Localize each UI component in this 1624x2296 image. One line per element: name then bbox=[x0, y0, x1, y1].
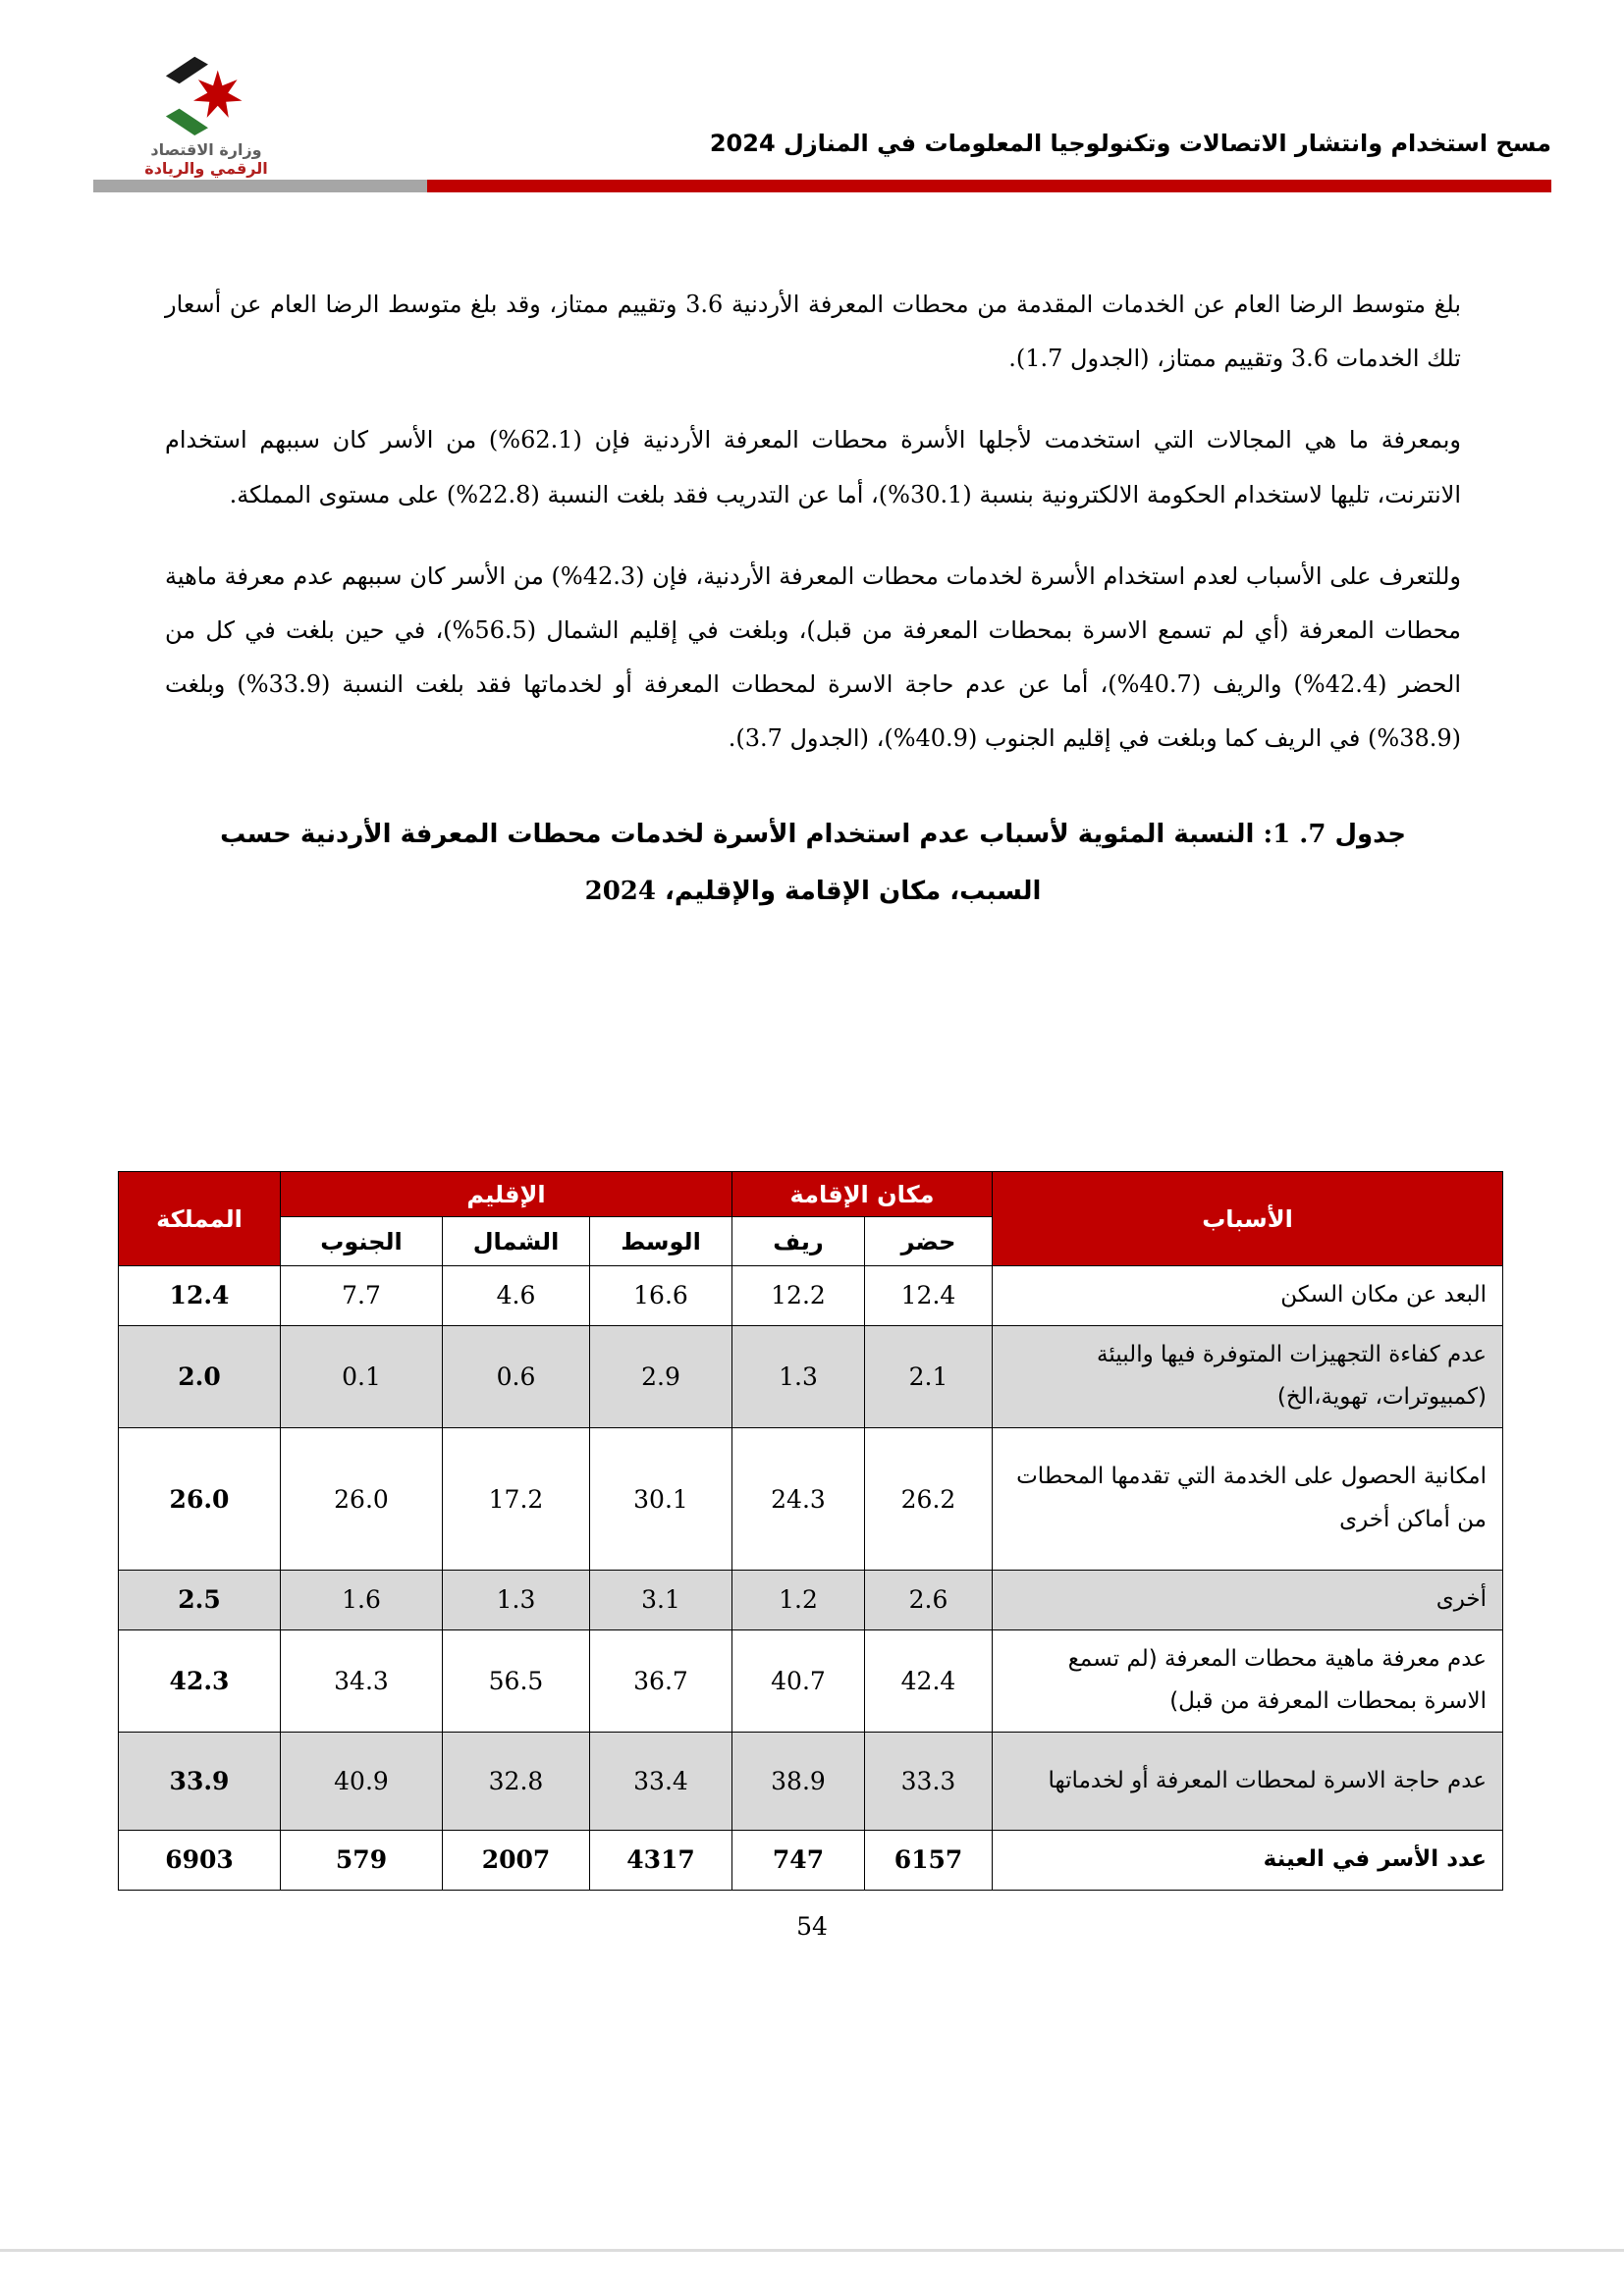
table-row bbox=[119, 1629, 1503, 1732]
reason-cell: البعد عن مكان السكن bbox=[993, 1266, 1503, 1326]
reason-cell: عدد الأسر في العينة bbox=[993, 1831, 1503, 1891]
value-cell-north: 4.6 bbox=[443, 1266, 590, 1326]
value-cell-urban: 2.6 bbox=[865, 1571, 993, 1630]
value-cell-kingdom: 42.3 bbox=[119, 1629, 281, 1732]
value-cell-urban: 33.3 bbox=[865, 1733, 993, 1831]
col-header-rural: ريف bbox=[732, 1217, 865, 1266]
value-cell-rural: 1.2 bbox=[732, 1571, 865, 1630]
value-cell-rural: 1.3 bbox=[732, 1325, 865, 1427]
col-header-middle: الوسط bbox=[590, 1217, 732, 1266]
col-header-south: الجنوب bbox=[281, 1217, 443, 1266]
value-cell-south: 34.3 bbox=[281, 1629, 443, 1732]
value-cell-south: 0.1 bbox=[281, 1325, 443, 1427]
value-cell-middle: 30.1 bbox=[590, 1428, 732, 1571]
table-row-total bbox=[119, 1831, 1503, 1891]
value-cell-middle: 2.9 bbox=[590, 1325, 732, 1427]
value-cell-north: 32.8 bbox=[443, 1733, 590, 1831]
value-cell-rural: 12.2 bbox=[732, 1266, 865, 1326]
value-cell-north: 2007 bbox=[443, 1831, 590, 1891]
value-cell-rural: 747 bbox=[732, 1831, 865, 1891]
col-header-urban: حضر bbox=[865, 1217, 993, 1266]
value-cell-south: 1.6 bbox=[281, 1571, 443, 1630]
value-cell-north: 56.5 bbox=[443, 1629, 590, 1732]
logo-text-line2: الرقمي والريادة bbox=[144, 159, 268, 178]
reason-cell: عدم معرفة ماهية محطات المعرفة (لم تسمع الاسرة بمحطات المعرفة من قبل) bbox=[993, 1629, 1503, 1732]
col-header-region: الإقليم bbox=[281, 1172, 732, 1217]
value-cell-kingdom: 2.0 bbox=[119, 1325, 281, 1427]
value-cell-south: 7.7 bbox=[281, 1266, 443, 1326]
value-cell-south: 26.0 bbox=[281, 1428, 443, 1571]
ministry-logo bbox=[118, 47, 295, 178]
value-cell-kingdom: 26.0 bbox=[119, 1428, 281, 1571]
value-cell-south: 579 bbox=[281, 1831, 443, 1891]
table-row bbox=[119, 1325, 1503, 1427]
value-cell-urban: 42.4 bbox=[865, 1629, 993, 1732]
header-rule-gray-segment bbox=[93, 180, 427, 192]
logo-text-line1: وزارة الاقتصاد bbox=[150, 140, 262, 159]
table-row bbox=[119, 1266, 1503, 1326]
paragraph-nonuse-reasons: وللتعرف على الأسباب لعدم استخدام الأسرة لخدمات محطات المعرفة الأردنية، فإن (42.3%) من الأسر كان سببهم عدم معرفة ماهية محطات المعرفة (أي لم تسمع الاسرة بمحطات المعرفة من قبل)، وبلغت في إقليم الشمال (56.5%)، في حين بلغت في كل من الحضر (42.4%) والريف (40.7%)، أما عن عدم حاجة الاسرة لمحطات المعرفة أو لخدماتها فقد بلغت النسبة (33.9%) وبلغت (38.9%) في الريف كما وبلغت في إقليم الجنوب (40.9%)، (الجدول 3.7). bbox=[165, 561, 1462, 753]
value-cell-urban: 2.1 bbox=[865, 1325, 993, 1427]
value-cell-kingdom: 2.5 bbox=[119, 1571, 281, 1630]
footer-divider bbox=[0, 2249, 1624, 2252]
value-cell-urban: 12.4 bbox=[865, 1266, 993, 1326]
table-title-line2: السبب، مكان الإقامة والإقليم، 2024 bbox=[584, 877, 1042, 906]
value-cell-kingdom: 6903 bbox=[119, 1831, 281, 1891]
reason-cell: عدم كفاءة التجهيزات المتوفرة فيها والبيئة (كمبيوترات، تهوية،الخ) bbox=[993, 1325, 1503, 1427]
reason-cell: امكانية الحصول على الخدمة التي تقدمها المحطات من أماكن أخرى bbox=[993, 1428, 1503, 1571]
value-cell-middle: 33.4 bbox=[590, 1733, 732, 1831]
value-cell-middle: 16.6 bbox=[590, 1266, 732, 1326]
value-cell-north: 17.2 bbox=[443, 1428, 590, 1571]
value-cell-rural: 38.9 bbox=[732, 1733, 865, 1831]
paragraph-satisfaction: بلغ متوسط الرضا العام عن الخدمات المقدمة من محطات المعرفة الأردنية 3.6 وتقييم ممتاز، وقد بلغ متوسط الرضا العام عن أسعار تلك الخدمات 3.6 وتقييم ممتاز، (الجدول 1.7). bbox=[165, 291, 1461, 373]
value-cell-rural: 24.3 bbox=[732, 1428, 865, 1571]
header-rule-red-segment bbox=[427, 180, 1551, 192]
value-cell-urban: 6157 bbox=[865, 1831, 993, 1891]
table-title-line1: جدول 7. 1: النسبة المئوية لأسباب عدم استخدام الأسرة لخدمات محطات المعرفة الأردنية حسب bbox=[220, 819, 1406, 849]
value-cell-north: 0.6 bbox=[443, 1325, 590, 1427]
document-header-title: مسح استخدام وانتشار الاتصالات وتكنولوجيا المعلومات في المنازل 2024 bbox=[709, 130, 1551, 157]
col-header-kingdom: المملكة bbox=[119, 1172, 281, 1266]
table-row bbox=[119, 1571, 1503, 1630]
paragraph-usage-areas: وبمعرفة ما هي المجالات التي استخدمت لأجلها الأسرة محطات المعرفة الأردنية فإن (62.1%) من الأسر كان سببهم استخدام الانترنت، تليها لاستخدام الحكومة الالكترونية بنسبة (30.1%)، أما عن التدريب فقد بلغت النسبة (22.8%) على مستوى المملكة. bbox=[165, 426, 1461, 508]
value-cell-kingdom: 33.9 bbox=[119, 1733, 281, 1831]
table-header-row-groups bbox=[119, 1172, 1503, 1217]
value-cell-rural: 40.7 bbox=[732, 1629, 865, 1732]
header-rule bbox=[93, 180, 1551, 192]
value-cell-kingdom: 12.4 bbox=[119, 1266, 281, 1326]
reasons-table bbox=[118, 1171, 1503, 1891]
table-title bbox=[165, 806, 1461, 921]
ministry-logo-icon bbox=[158, 47, 254, 137]
col-header-residence: مكان الإقامة bbox=[732, 1172, 993, 1217]
value-cell-middle: 3.1 bbox=[590, 1571, 732, 1630]
value-cell-north: 1.3 bbox=[443, 1571, 590, 1630]
table-row bbox=[119, 1733, 1503, 1831]
table-row bbox=[119, 1428, 1503, 1571]
value-cell-middle: 36.7 bbox=[590, 1629, 732, 1732]
page-number: 54 bbox=[796, 1912, 828, 1941]
value-cell-urban: 26.2 bbox=[865, 1428, 993, 1571]
body-content bbox=[165, 278, 1461, 921]
col-header-north: الشمال bbox=[443, 1217, 590, 1266]
value-cell-middle: 4317 bbox=[590, 1831, 732, 1891]
reason-cell: أخرى bbox=[993, 1571, 1503, 1630]
col-header-reasons: الأسباب bbox=[993, 1172, 1503, 1266]
reason-cell: عدم حاجة الاسرة لمحطات المعرفة أو لخدماتها bbox=[993, 1733, 1503, 1831]
value-cell-south: 40.9 bbox=[281, 1733, 443, 1831]
